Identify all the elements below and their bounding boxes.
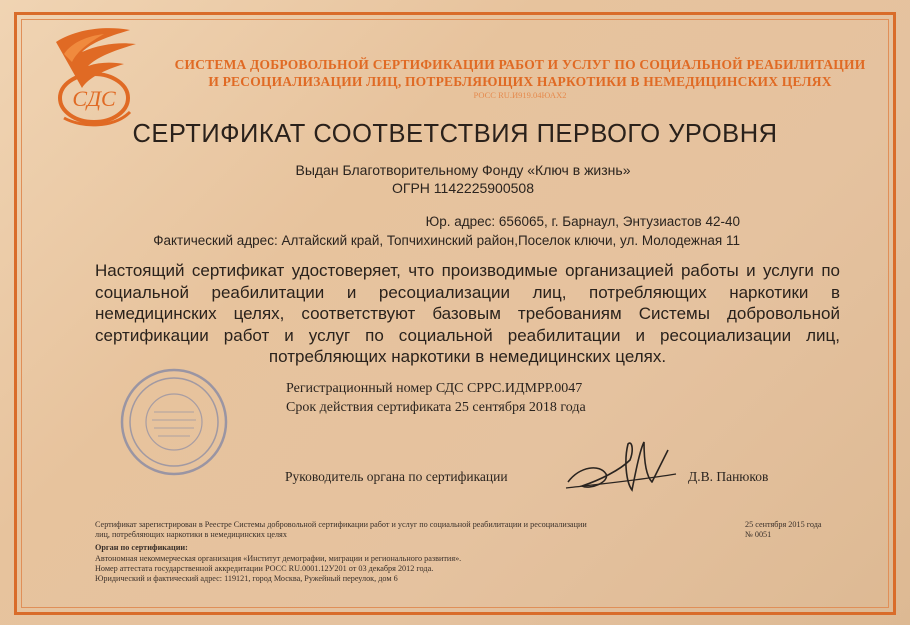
registration-block [286, 379, 586, 417]
header-line-1: СИСТЕМА ДОБРОВОЛЬНОЙ СЕРТИФИКАЦИИ РАБОТ И УСЛУГ ПО СОЦИАЛЬНОЙ РЕАБИЛИТАЦИИ [174, 57, 866, 72]
footer-registry-line-2: лиц, потребляющих наркотики в немедицинских целях [95, 530, 287, 540]
footer-date: 25 сентября 2015 года [745, 520, 822, 529]
certificate-body: Настоящий сертификат удостоверяет, что производимые организацией работы и услуги по социальной реабилитации и ресоциализации лиц, потребляющих наркотики в немедицинских целях, соответствуют базовым требованиям Системы добровольной сертификации работ и услуг по социальной реабилитации и ресоциализации лиц, потребляющих наркотики в немедицинских целях. [95, 261, 840, 366]
footer-org-line-2: Номер аттестата государственной аккредитации РОСС RU.0001.12У201 от 03 декабря 2012 года. [95, 563, 434, 573]
sds-logo-icon [38, 24, 148, 132]
round-stamp-icon [118, 366, 230, 478]
footer-org-line-1: Автономная некоммерческая организация «Институт демографии, миграции и регионального развития». [95, 553, 462, 563]
footer-org-heading: Орган по сертификации: [95, 543, 188, 553]
logo-monogram: СДС [72, 86, 116, 111]
issued-ogrn: ОГРН 1142225900508 [392, 180, 534, 196]
legal-address: Юр. адрес: 656065, г. Барнаул, Энтузиастов 42-40 [425, 214, 740, 229]
header-line-2: И РЕСОЦИАЛИЗАЦИИ ЛИЦ, ПОТРЕБЛЯЮЩИХ НАРКОТИКИ В НЕМЕДИЦИНСКИХ ЦЕЛЯХ [208, 74, 832, 89]
actual-address: Фактический адрес: Алтайский край, Топчихинский район,Поселок ключи, ул. Молодежная 11 [153, 233, 740, 248]
footer [95, 520, 855, 584]
footer-registry-line-1: Сертификат зарегистрирован в Реестре Системы добровольной сертификации работ и услуг по социальной реабилитации и ресоциализации [95, 520, 587, 529]
issued-to [248, 161, 678, 197]
signature-icon [560, 430, 680, 502]
address-block [100, 212, 740, 250]
signer-name: Д.В. Панюков [688, 469, 769, 484]
system-header [160, 56, 880, 100]
certificate-title: СЕРТИФИКАТ СООТВЕТСТВИЯ ПЕРВОГО УРОВНЯ [132, 120, 778, 148]
footer-number: № 0051 [745, 530, 772, 540]
validity-date: Срок действия сертификата 25 сентября 2018 года [286, 400, 586, 415]
signer-role: Руководитель органа по сертификации [285, 469, 508, 484]
registration-number: Регистрационный номер СДС СРРС.ИДМРР.0047 [286, 381, 583, 396]
issued-line-1: Выдан Благотворительному Фонду «Ключ в жизнь» [295, 162, 631, 178]
header-registry: РОСС RU.И919.04ЮАХ2 [473, 90, 567, 100]
footer-org-line-3: Юридический и фактический адрес: 119121, город Москва, Ружейный переулок, дом 6 [95, 574, 398, 584]
